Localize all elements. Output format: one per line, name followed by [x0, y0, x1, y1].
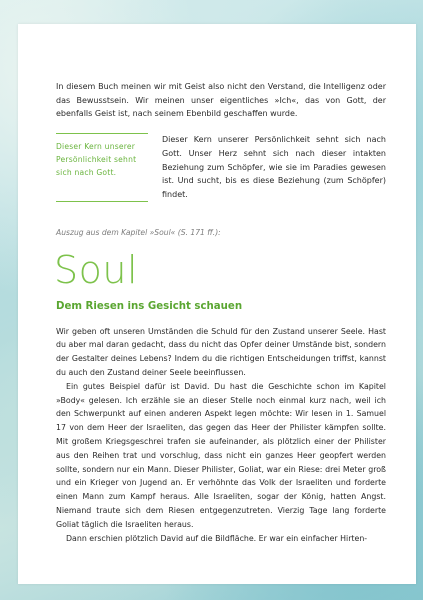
body-paragraph-3: Dann erschien plötzlich David auf die Bildfläche. Er war ein einfacher Hirten- [66, 533, 368, 543]
page-content [56, 80, 386, 545]
excerpt-note: Auszug aus dem Kapitel »Soul« (S. 171 ff.): [56, 227, 221, 237]
book-page [18, 24, 416, 584]
body-text [56, 325, 386, 546]
pullquote-section [56, 133, 386, 202]
body-paragraph-2: Ein gutes Beispiel dafür ist David. Du hast die Geschichte schon im Kapitel »Body« gelesen. Ich erzähle sie an dieser Stelle noch einmal kurz nach, weil ich den Schwerpunkt auf einen anderen Aspekt legen möchte: Wir lesen in 1. Samuel 17 von dem Heer der Israeliten, das gegen das Heer der Philister kämpfen sollte. Mit großem Kriegsgeschrei trafen sie aufeinander, als plötzlich einer der Philister aus den Reihen trat und vorschlug, dass nicht ein ganzes Heer geopfert werden sollte, sondern nur ein Mann. Dieser Philister, Goliat, war ein Riese: drei Meter groß und ein Krieger von Jugend an. Er verhöhnte das Volk der Israeliten und forderte einen Mann zum Kampf heraus. Alle Israeliten, sogar der König, hatten Angst. Niemand traute sich dem Riesen entgegenzutreten. Vierzig Tage lang forderte Goliat täglich die Israeliten heraus. [56, 381, 386, 529]
body-paragraph-1: Wir geben oft unseren Umständen die Schuld für den Zustand unserer Seele. Hast du aber mal daran gedacht, dass du nicht das Opfer deiner Umstände bist, sondern der Gestalter deines Lebens? Indem du die richtigen Entscheidungen triffst, kannst du auch den Zustand deiner Seele beeinflussen. [56, 326, 386, 378]
pullquote-side-paragraph: Dieser Kern unserer Persönlichkeit sehnt sich nach Gott. Unser Herz sehnt sich nach dieser intakten Beziehung zum Schöpfer, wie sie im Paradies gewesen ist. Und sucht, bis es diese Beziehung (zum Schöpfer) findet. [162, 135, 386, 199]
pullquote: Dieser Kern unserer Persönlichkeit sehnt sich nach Gott. [56, 133, 148, 202]
intro-paragraph: In diesem Buch meinen wir mit Geist also nicht den Verstand, die Intelligenz oder das Bewusstsein. Wir meinen unser eigentliches »Ich«, das von Gott, der ebenfalls Geist ist, nach seinem Ebenbild geschaffen wurde. [56, 82, 386, 119]
section-heading: Dem Riesen ins Gesicht schauen [56, 300, 243, 312]
chapter-title: Soul [54, 247, 139, 292]
